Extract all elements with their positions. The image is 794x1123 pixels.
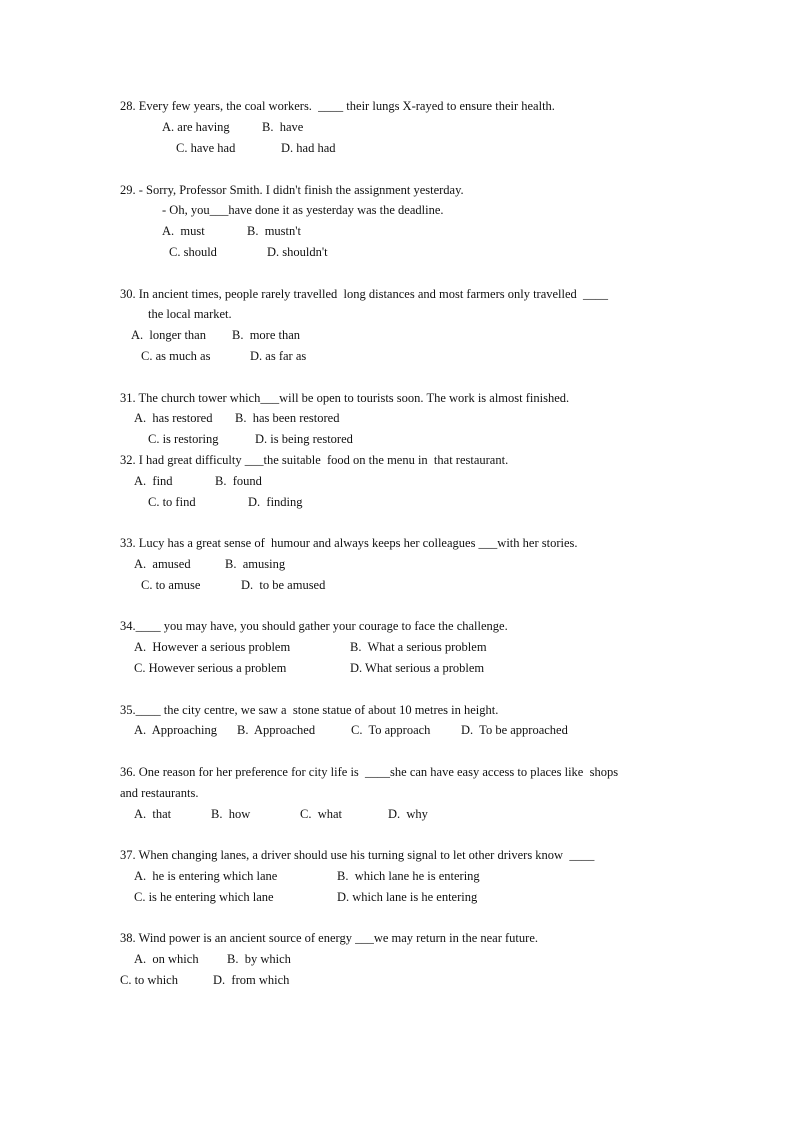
question-29-option-d: D. shouldn't <box>267 245 328 259</box>
question-35-option-c: C. To approach <box>351 723 431 737</box>
question-36-option-d: D. why <box>388 807 428 821</box>
question-31-option-a: A. has restored <box>134 411 213 425</box>
question-34-option-d: D. What serious a problem <box>350 661 485 675</box>
question-31-option-d: D. is being restored <box>255 432 353 446</box>
question-34-option-c: C. However serious a problem <box>134 661 287 675</box>
question-29-option-c: C. should <box>169 245 217 259</box>
question-34-option-b: B. What a serious problem <box>350 640 487 654</box>
question-34-stem: 34.____ you may have, you should gather your courage to face the challenge. <box>120 619 508 633</box>
question-32-option-c: C. to find <box>148 495 196 509</box>
question-28-option-d: D. had had <box>281 141 336 155</box>
question-35-stem: 35.____ the city centre, we saw a stone statue of about 10 metres in height. <box>120 703 499 717</box>
question-29-option-b: B. mustn't <box>247 224 301 238</box>
question-37-option-a: A. he is entering which lane <box>134 869 278 883</box>
question-36-option-c: C. what <box>300 807 343 821</box>
question-33-option-a: A. amused <box>134 557 191 571</box>
question-35-option-a: A. Approaching <box>134 723 217 737</box>
question-29-stem: 29. - Sorry, Professor Smith. I didn't finish the assignment yesterday. <box>120 183 464 197</box>
question-30-option-a: A. longer than <box>131 328 206 342</box>
question-34-option-a: A. However a serious problem <box>134 640 291 654</box>
question-30-option-c: C. as much as <box>141 349 211 363</box>
question-38-option-b: B. by which <box>227 952 291 966</box>
question-38-option-a: A. on which <box>134 952 199 966</box>
question-31-stem: 31. The church tower which___will be open to tourists soon. The work is almost finished. <box>120 391 570 405</box>
question-30-stem-line-2: the local market. <box>148 307 232 321</box>
question-36-option-a: A. that <box>134 807 172 821</box>
question-28-option-a: A. are having <box>162 120 230 134</box>
question-33-option-d: D. to be amused <box>241 578 326 592</box>
question-38-option-c: C. to which <box>120 973 178 987</box>
question-35-option-b: B. Approached <box>237 723 316 737</box>
question-30-option-b: B. more than <box>232 328 301 342</box>
question-31-option-b: B. has been restored <box>235 411 340 425</box>
question-32-option-a: A. find <box>134 474 173 488</box>
question-30-stem: 30. In ancient times, people rarely travelled long distances and most farmers only travelled ____ <box>120 287 609 301</box>
question-29-stem-line-2: - Oh, you___have done it as yesterday was the deadline. <box>162 203 444 217</box>
question-38-stem: 38. Wind power is an ancient source of energy ___we may return in the near future. <box>120 931 538 945</box>
question-37-option-c: C. is he entering which lane <box>134 890 274 904</box>
question-37-option-d: D. which lane is he entering <box>337 890 478 904</box>
question-33-option-b: B. amusing <box>225 557 286 571</box>
question-36-stem-line-2: and restaurants. <box>120 786 199 800</box>
question-35-option-d: D. To be approached <box>461 723 568 737</box>
question-31-option-c: C. is restoring <box>148 432 219 446</box>
question-32-option-b: B. found <box>215 474 262 488</box>
question-33-option-c: C. to amuse <box>141 578 201 592</box>
question-30-option-d: D. as far as <box>250 349 307 363</box>
question-37-option-b: B. which lane he is entering <box>337 869 480 883</box>
question-36-stem: 36. One reason for her preference for city life is ____she can have easy access to places like shops <box>120 765 619 779</box>
question-29-option-a: A. must <box>162 224 205 238</box>
question-36-option-b: B. how <box>211 807 251 821</box>
question-32-stem: 32. I had great difficulty ___the suitable food on the menu in that restaurant. <box>120 453 509 467</box>
question-32-option-d: D. finding <box>248 495 303 509</box>
question-28-option-b: B. have <box>262 120 304 134</box>
question-28-stem: 28. Every few years, the coal workers. ____ their lungs X-rayed to ensure their health. <box>120 99 555 113</box>
question-37-stem: 37. When changing lanes, a driver should use his turning signal to let other drivers know ____ <box>120 848 595 862</box>
question-28-option-c: C. have had <box>176 141 236 155</box>
question-38-option-d: D. from which <box>213 973 290 987</box>
question-33-stem: 33. Lucy has a great sense of humour and always keeps her colleagues ___with her stories. <box>120 536 578 550</box>
